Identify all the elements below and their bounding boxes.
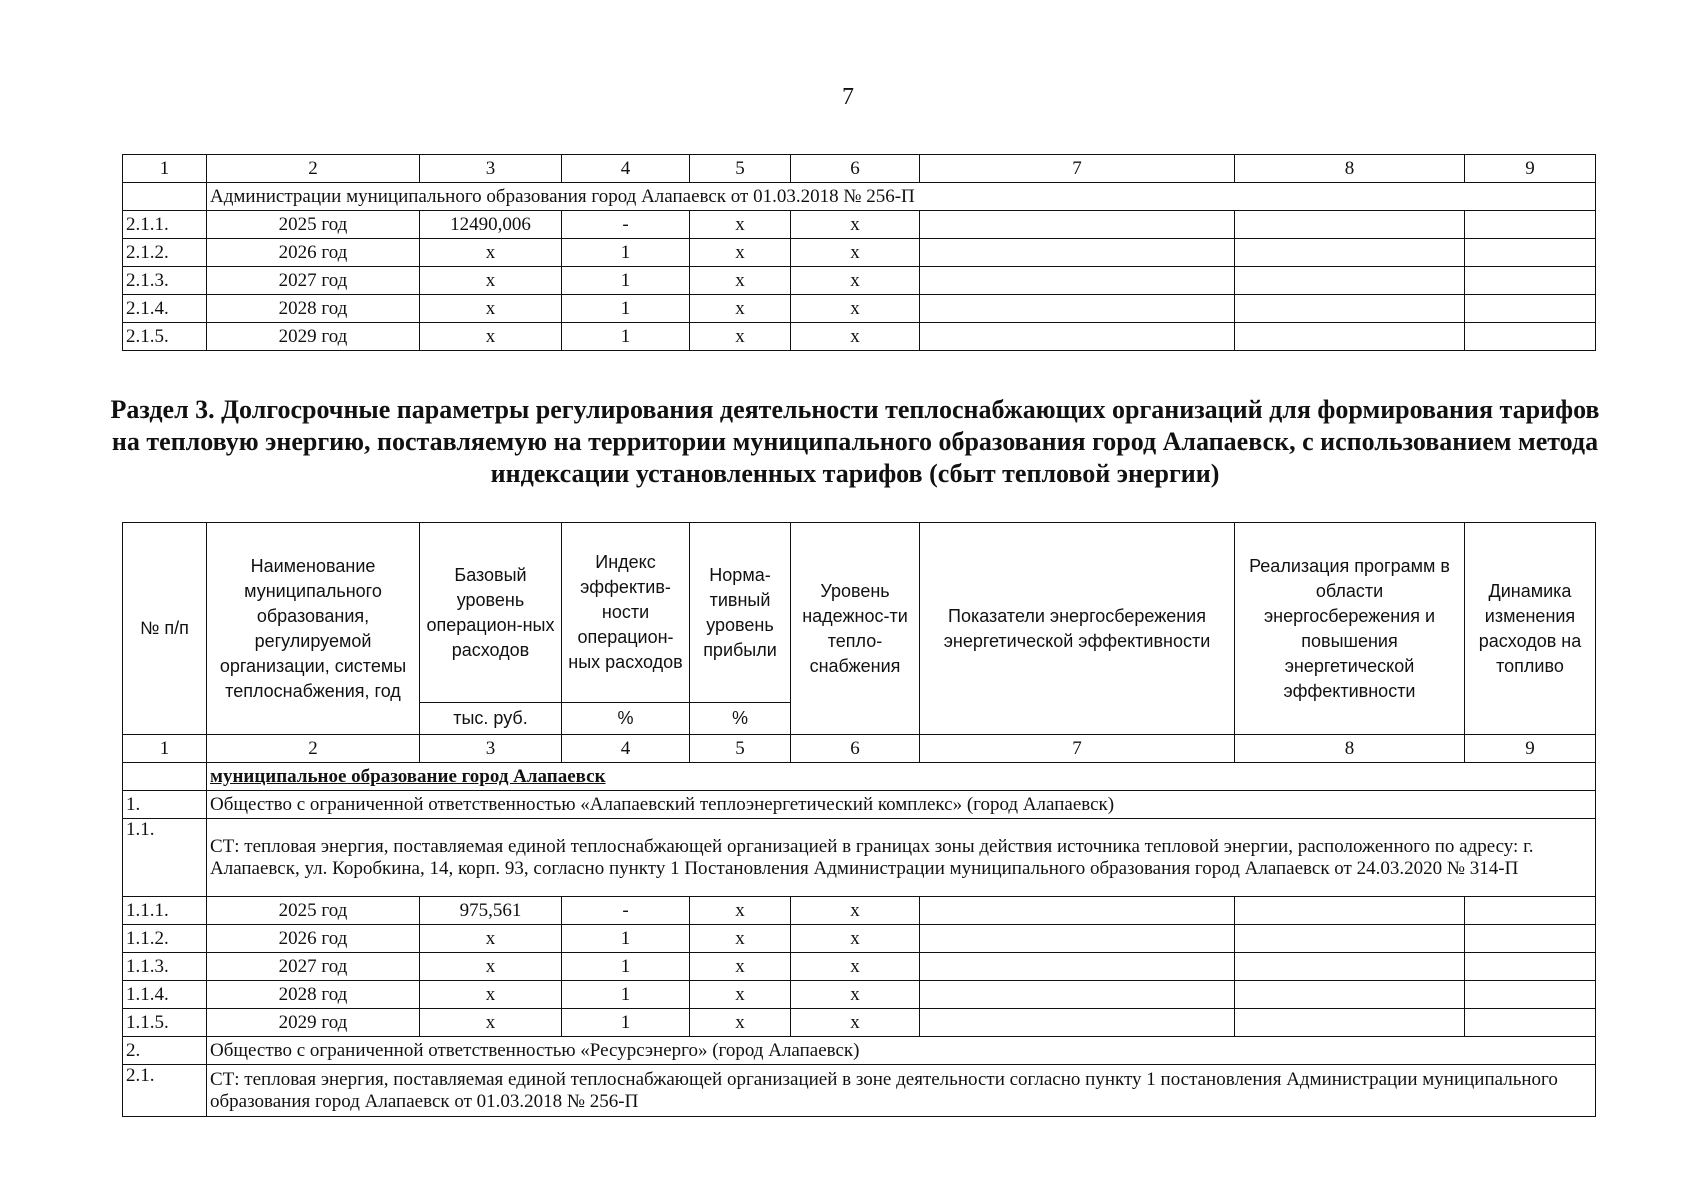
row-year: 2026 год: [207, 925, 420, 953]
row-number: 2.1.4.: [123, 295, 207, 323]
empty-cell: [1235, 897, 1465, 925]
empty-cell: [920, 981, 1235, 1009]
heat-system-description: СТ: тепловая энергия, поставляемая единой теплоснабжающей организацией в границах зоны действия источника тепловой энергии, расположенного по адресу: г. Алапаевск, ул. Коробкина, 14, корп. 93, согласно пункту 1 Постановления Администрации муниципального образования город Алапаевск от 24.03.2020 № 314-П: [207, 819, 1596, 897]
row-number: 2.: [123, 1037, 207, 1065]
empty-cell: [123, 183, 207, 211]
empty-cell: [1465, 897, 1596, 925]
heat-system-description: СТ: тепловая энергия, поставляемая единой теплоснабжающей организацией в зоне деятельности согласно пункту 1 постановления Администрации муниципального образования город Алапаевск от 01.03.2018 № 256-П: [207, 1065, 1596, 1117]
empty-cell: [1235, 323, 1465, 351]
page-number: 7: [842, 84, 854, 110]
base-opex-value: x: [420, 323, 562, 351]
empty-cell: [1235, 925, 1465, 953]
col-number: 9: [1465, 735, 1596, 763]
base-opex-value: x: [420, 267, 562, 295]
table-row: [123, 295, 1596, 323]
col-number: 8: [1235, 735, 1465, 763]
unit-percent: %: [562, 703, 690, 735]
row-year: 2027 год: [207, 953, 420, 981]
col-number: 6: [791, 155, 920, 183]
profit-level-value: x: [690, 897, 791, 925]
empty-cell: [1465, 323, 1596, 351]
col-number: 5: [690, 735, 791, 763]
empty-cell: [920, 239, 1235, 267]
header-row: [123, 523, 1596, 703]
efficiency-index-value: 1: [562, 267, 690, 295]
continuation-table: [122, 154, 1596, 351]
base-opex-value: 12490,006: [420, 211, 562, 239]
col-number: 4: [562, 155, 690, 183]
empty-cell: [920, 925, 1235, 953]
col-number: 7: [920, 735, 1235, 763]
row-number: 2.1.5.: [123, 323, 207, 351]
empty-cell: [920, 267, 1235, 295]
header-fuel-cost-dynamics: Динамика изменения расходов на топливо: [1465, 523, 1596, 735]
empty-cell: [920, 295, 1235, 323]
table-row: [123, 981, 1596, 1009]
row-number: 1.1.2.: [123, 925, 207, 953]
table-row: [123, 897, 1596, 925]
col-number: 7: [920, 155, 1235, 183]
profit-level-value: x: [690, 323, 791, 351]
col-number: 2: [207, 155, 420, 183]
empty-cell: [1465, 953, 1596, 981]
col-number: 8: [1235, 155, 1465, 183]
row-number: 1.1.1.: [123, 897, 207, 925]
reliability-value: x: [791, 323, 920, 351]
empty-cell: [1235, 239, 1465, 267]
empty-cell: [1235, 211, 1465, 239]
organization-name: Общество с ограниченной ответственностью «Ресурсэнерго» (город Алапаевск): [207, 1037, 1596, 1065]
empty-cell: [920, 211, 1235, 239]
empty-cell: [1235, 295, 1465, 323]
base-opex-value: 975,561: [420, 897, 562, 925]
base-opex-value: x: [420, 981, 562, 1009]
profit-level-value: x: [690, 1009, 791, 1037]
profit-level-value: x: [690, 211, 791, 239]
empty-cell: [1465, 981, 1596, 1009]
column-number-row: [123, 155, 1596, 183]
col-number: 9: [1465, 155, 1596, 183]
empty-cell: [1465, 1009, 1596, 1037]
reliability-value: x: [791, 1009, 920, 1037]
col-number: 3: [420, 735, 562, 763]
empty-cell: [1465, 925, 1596, 953]
row-year: 2028 год: [207, 295, 420, 323]
efficiency-index-value: 1: [562, 239, 690, 267]
col-number: 1: [123, 155, 207, 183]
empty-cell: [1465, 211, 1596, 239]
continuation-row: [123, 183, 1596, 211]
reliability-value: x: [791, 267, 920, 295]
empty-cell: [920, 953, 1235, 981]
row-number: 1.1.3.: [123, 953, 207, 981]
section-title: Раздел 3. Долгосрочные параметры регулирования деятельности теплоснабжающих организаций для формирования тарифов на тепловую энергию, поставляемую на территории муниципального образования город Алапаевск, с использованием метода индексации установленных тарифов (сбыт тепловой энергии): [110, 395, 1600, 488]
header-base-opex: Базовый уровень операцион-ных расходов: [420, 523, 562, 703]
base-opex-value: x: [420, 1009, 562, 1037]
empty-cell: [1235, 953, 1465, 981]
row-number: 2.1.: [123, 1065, 207, 1117]
profit-level-value: x: [690, 295, 791, 323]
profit-level-value: x: [690, 981, 791, 1009]
reliability-value: x: [791, 981, 920, 1009]
header-reliability: Уровень надежнос-ти тепло-снабжения: [791, 523, 920, 735]
col-number: 5: [690, 155, 791, 183]
empty-cell: [1235, 1009, 1465, 1037]
row-number: 1.1.4.: [123, 981, 207, 1009]
row-year: 2025 год: [207, 211, 420, 239]
col-number: 2: [207, 735, 420, 763]
reliability-value: x: [791, 295, 920, 323]
empty-cell: [920, 897, 1235, 925]
base-opex-value: x: [420, 295, 562, 323]
unit-thousand-rub: тыс. руб.: [420, 703, 562, 735]
row-number: 2.1.1.: [123, 211, 207, 239]
organization-row: [123, 791, 1596, 819]
col-number: 3: [420, 155, 562, 183]
header-profit-level: Норма-тивный уровень прибыли: [690, 523, 791, 703]
profit-level-value: x: [690, 925, 791, 953]
efficiency-index-value: 1: [562, 323, 690, 351]
organization-name: Общество с ограниченной ответственностью «Алапаевский теплоэнергетический комплекс» (город Алапаевск): [207, 791, 1596, 819]
row-year: 2025 год: [207, 897, 420, 925]
col-number: 6: [791, 735, 920, 763]
base-opex-value: x: [420, 953, 562, 981]
efficiency-index-value: -: [562, 211, 690, 239]
row-year: 2028 год: [207, 981, 420, 1009]
efficiency-index-value: 1: [562, 981, 690, 1009]
table-row: [123, 953, 1596, 981]
header-energy-programs: Реализация программ в области энергосбережения и повышения энергетической эффективности: [1235, 523, 1465, 735]
table-row: [123, 267, 1596, 295]
profit-level-value: x: [690, 267, 791, 295]
header-name: Наименование муниципального образования, регулируемой организации, системы теплоснабжения, год: [207, 523, 420, 735]
municipality-row: [123, 763, 1596, 791]
municipality-label: муниципальное образование город Алапаевск: [210, 765, 606, 787]
heat-system-row: [123, 819, 1596, 897]
table-row: [123, 323, 1596, 351]
column-number-row: [123, 735, 1596, 763]
col-number: 1: [123, 735, 207, 763]
row-year: 2029 год: [207, 1009, 420, 1037]
table-row: [123, 1009, 1596, 1037]
empty-cell: [1235, 981, 1465, 1009]
heat-system-row: [123, 1065, 1596, 1117]
reliability-value: x: [791, 953, 920, 981]
reliability-value: x: [791, 897, 920, 925]
empty-cell: [1465, 239, 1596, 267]
table-row: [123, 239, 1596, 267]
efficiency-index-value: -: [562, 897, 690, 925]
unit-percent: %: [690, 703, 791, 735]
base-opex-value: x: [420, 239, 562, 267]
efficiency-index-value: 1: [562, 953, 690, 981]
reliability-value: x: [791, 211, 920, 239]
row-year: 2027 год: [207, 267, 420, 295]
municipality-name: [207, 763, 1596, 791]
row-number: 1.1.: [123, 819, 207, 897]
header-efficiency-index: Индекс эффектив-ности операцион-ных расходов: [562, 523, 690, 703]
profit-level-value: x: [690, 953, 791, 981]
row-number: 2.1.3.: [123, 267, 207, 295]
row-year: 2029 год: [207, 323, 420, 351]
header-number: № п/п: [123, 523, 207, 735]
row-number: 1.1.5.: [123, 1009, 207, 1037]
reliability-value: x: [791, 925, 920, 953]
row-year: 2026 год: [207, 239, 420, 267]
col-number: 4: [562, 735, 690, 763]
empty-cell: [1465, 267, 1596, 295]
efficiency-index-value: 1: [562, 295, 690, 323]
table-row: [123, 925, 1596, 953]
empty-cell: [920, 323, 1235, 351]
organization-row: [123, 1037, 1596, 1065]
row-number: 1.: [123, 791, 207, 819]
empty-cell: [920, 1009, 1235, 1037]
parameters-table: [122, 522, 1596, 1117]
base-opex-value: x: [420, 925, 562, 953]
empty-cell: [1235, 267, 1465, 295]
empty-cell: [1465, 295, 1596, 323]
table-row: [123, 211, 1596, 239]
continuation-text: Администрации муниципального образования город Алапаевск от 01.03.2018 № 256-П: [207, 183, 1596, 211]
efficiency-index-value: 1: [562, 1009, 690, 1037]
profit-level-value: x: [690, 239, 791, 267]
header-energy-saving-indicators: Показатели энергосбережения энергетической эффективности: [920, 523, 1235, 735]
reliability-value: x: [791, 239, 920, 267]
row-number: 2.1.2.: [123, 239, 207, 267]
efficiency-index-value: 1: [562, 925, 690, 953]
empty-cell: [123, 763, 207, 791]
